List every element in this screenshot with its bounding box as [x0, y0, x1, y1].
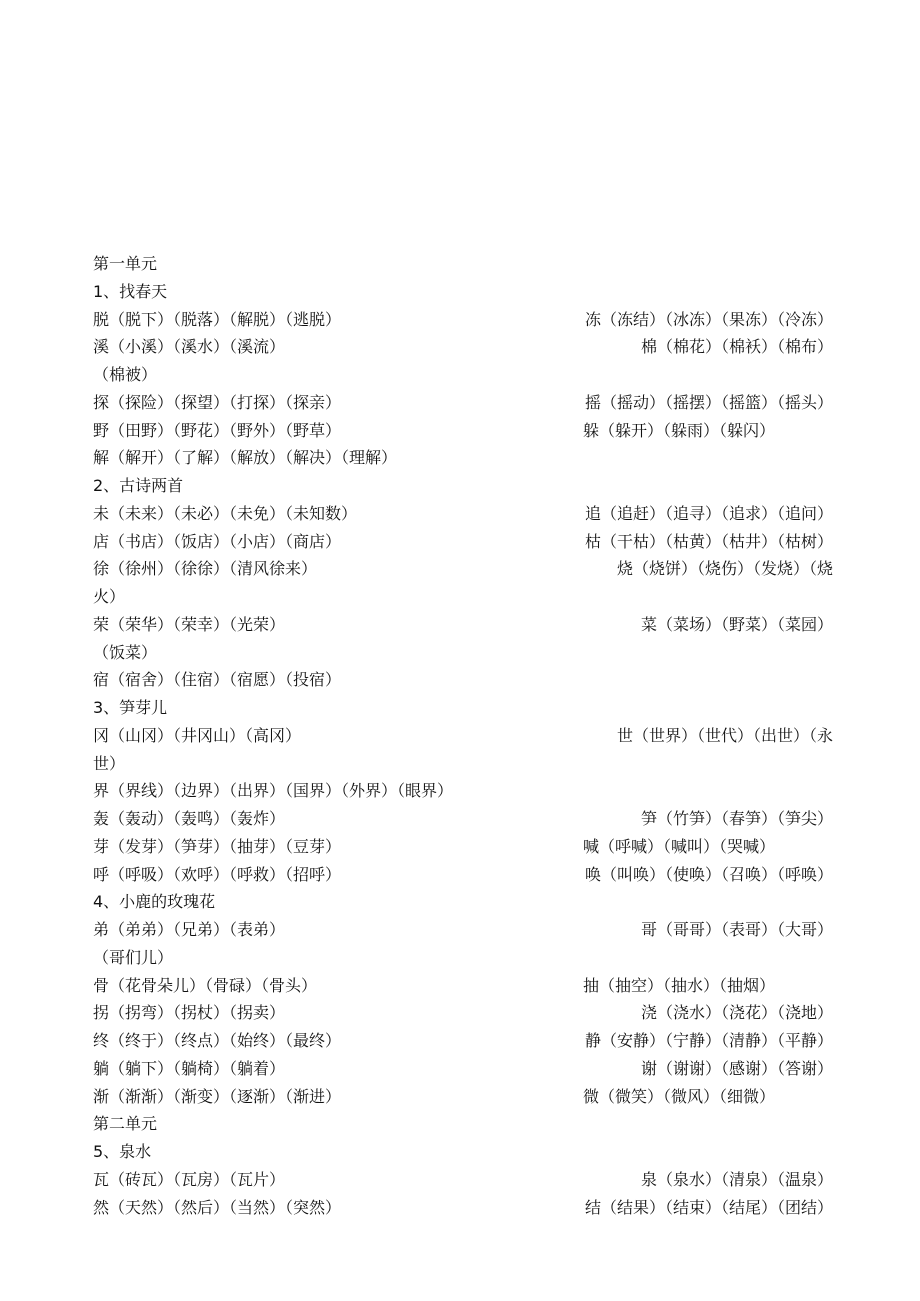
word-row — [93, 777, 833, 805]
word-entry-right: 摇（摇动）（摇摆）（摇篮）（摇头） — [584, 392, 833, 412]
word-entry-left: 溪（小溪）（溪水）（溪流） — [93, 337, 286, 357]
word-row — [93, 1083, 833, 1111]
word-entry-left: 脱（脱下）（脱落）（解脱）（逃脱） — [93, 309, 342, 329]
word-entry-right: 追（追赶）（追寻）（追求）（追问） — [584, 503, 833, 523]
word-entry-right: 静（安静）（宁静）（清静）（平静） — [584, 1031, 833, 1050]
word-entry-right: 谢（谢谢）（感谢）（答谢） — [640, 1058, 833, 1078]
word-row — [93, 444, 833, 472]
word-row — [93, 722, 833, 750]
word-entry-right: 菜（菜场）（野菜）（菜园） — [640, 614, 833, 634]
word-row-continuation — [93, 361, 833, 389]
section-heading — [93, 472, 833, 500]
heading-text: 第一单元 — [93, 254, 158, 273]
word-row-continuation — [93, 944, 833, 972]
vocabulary-list — [93, 250, 833, 1221]
section-heading — [93, 888, 833, 916]
section-heading — [93, 250, 833, 278]
word-row — [93, 500, 833, 528]
word-row — [93, 999, 833, 1027]
word-entry-right: 浇（浇水）（浇花）（浇地） — [640, 1003, 833, 1023]
heading-text: 5、泉水 — [93, 1142, 152, 1161]
word-entry-left: 界（界线）（边界）（出界）（国界）（外界）（眼界） — [93, 781, 454, 801]
heading-text: 4、小鹿的玫瑰花 — [93, 892, 216, 912]
word-row-continuation — [93, 583, 833, 611]
word-entry-left: 徐（徐州）（徐徐）（清风徐来） — [93, 559, 318, 579]
word-row — [93, 972, 833, 1000]
word-entry-left: 渐（渐渐）（渐变）（逐渐）（渐进） — [93, 1086, 342, 1106]
word-row — [93, 916, 833, 944]
word-entry-left: 冈（山冈）（井冈山）（高冈） — [93, 725, 302, 745]
section-heading — [93, 1138, 833, 1166]
word-entry-left: 野（田野）（野花）（野外）（野草） — [93, 420, 342, 440]
word-entry-left: 店（书店）（饭店）（小店）（商店） — [93, 531, 342, 551]
word-entry-right: 世（世界）（世代）（出世）（永 — [616, 725, 833, 745]
word-entry-right: 冻（冻结）（冰冻）（果冻）（冷冻） — [584, 309, 833, 329]
word-row — [93, 528, 833, 556]
word-entry-right: 微（微笑）（微风）（细微） — [582, 1086, 775, 1106]
word-entry-left: 呼（呼吸）（欢呼）（呼救）（招呼） — [93, 864, 342, 884]
continuation-text: 世） — [93, 753, 126, 773]
word-entry-right: 烧（烧饼）（烧伤）（发烧）（烧 — [616, 559, 833, 579]
word-entry-left: 躺（躺下）（躺椅）（躺着） — [93, 1058, 286, 1078]
section-heading — [93, 278, 833, 306]
word-entry-left: 终（终于）（终点）（始终）（最终） — [93, 1031, 342, 1050]
continuation-text: 火） — [93, 587, 126, 606]
word-row-continuation — [93, 750, 833, 778]
word-row — [93, 389, 833, 417]
word-row — [93, 417, 833, 445]
word-entry-left: 探（探险）（探望）（打探）（探亲） — [93, 392, 342, 412]
word-entry-right: 喊（呼喊）（喊叫）（哭喊） — [582, 836, 775, 856]
word-entry-right: 哥（哥哥）（表哥）（大哥） — [640, 920, 833, 939]
heading-text: 2、古诗两首 — [93, 476, 184, 495]
section-heading — [93, 694, 833, 722]
word-row — [93, 666, 833, 694]
section-heading — [93, 1110, 833, 1138]
word-entry-right: 唤（叫唤）（使唤）（召唤）（呼唤） — [584, 864, 833, 884]
word-row — [93, 333, 833, 361]
word-row — [93, 1027, 833, 1055]
heading-text: 1、找春天 — [93, 281, 168, 301]
word-entry-left: 骨（花骨朵儿）（骨碌）（骨头） — [93, 975, 318, 995]
word-entry-left: 瓦（砖瓦）（瓦房）（瓦片） — [93, 1169, 286, 1189]
word-entry-right: 抽（抽空）（抽水）（抽烟） — [582, 975, 775, 995]
word-entry-left: 轰（轰动）（轰鸣）（轰炸） — [93, 809, 286, 828]
word-entry-left: 弟（弟弟）（兄弟）（表弟） — [93, 920, 286, 939]
word-entry-right: 躲（躲开）（躲雨）（躲闪） — [582, 420, 775, 440]
word-row — [93, 1166, 833, 1194]
word-entry-right: 棉（棉花）（棉袄）（棉布） — [640, 337, 833, 357]
continuation-text: （棉被） — [93, 365, 158, 384]
word-row-continuation — [93, 639, 833, 667]
word-entry-right: 枯（干枯）（枯黄）（枯井）（枯树） — [584, 531, 833, 551]
word-row — [93, 861, 833, 889]
continuation-text: （饭菜） — [93, 642, 158, 662]
word-entry-right: 结（结果）（结束）（结尾）（团结） — [584, 1197, 833, 1217]
word-row — [93, 611, 833, 639]
word-row — [93, 306, 833, 334]
word-row — [93, 1194, 833, 1222]
word-entry-left: 未（未来）（未必）（未免）（未知数） — [93, 503, 358, 523]
heading-text: 第二单元 — [93, 1114, 158, 1134]
word-entry-left: 解（解开）（了解）（解放）（解决）（理解） — [93, 448, 398, 468]
word-entry-left: 拐（拐弯）（拐杖）（拐卖） — [93, 1003, 286, 1023]
word-row — [93, 1055, 833, 1083]
word-entry-left: 芽（发芽）（笋芽）（抽芽）（豆芽） — [93, 836, 342, 856]
word-entry-right: 泉（泉水）（清泉）（温泉） — [640, 1169, 833, 1189]
heading-text: 3、笋芽儿 — [93, 698, 168, 717]
word-entry-right: 笋（竹笋）（春笋）（笋尖） — [640, 809, 833, 828]
continuation-text: （哥们儿） — [93, 947, 174, 967]
word-row — [93, 833, 833, 861]
word-row — [93, 805, 833, 833]
word-row — [93, 555, 833, 583]
word-entry-left: 宿（宿舍）（住宿）（宿愿）（投宿） — [93, 670, 342, 690]
word-entry-left: 然（天然）（然后）（当然）（突然） — [93, 1197, 342, 1217]
word-entry-left: 荣（荣华）（荣幸）（光荣） — [93, 614, 286, 634]
